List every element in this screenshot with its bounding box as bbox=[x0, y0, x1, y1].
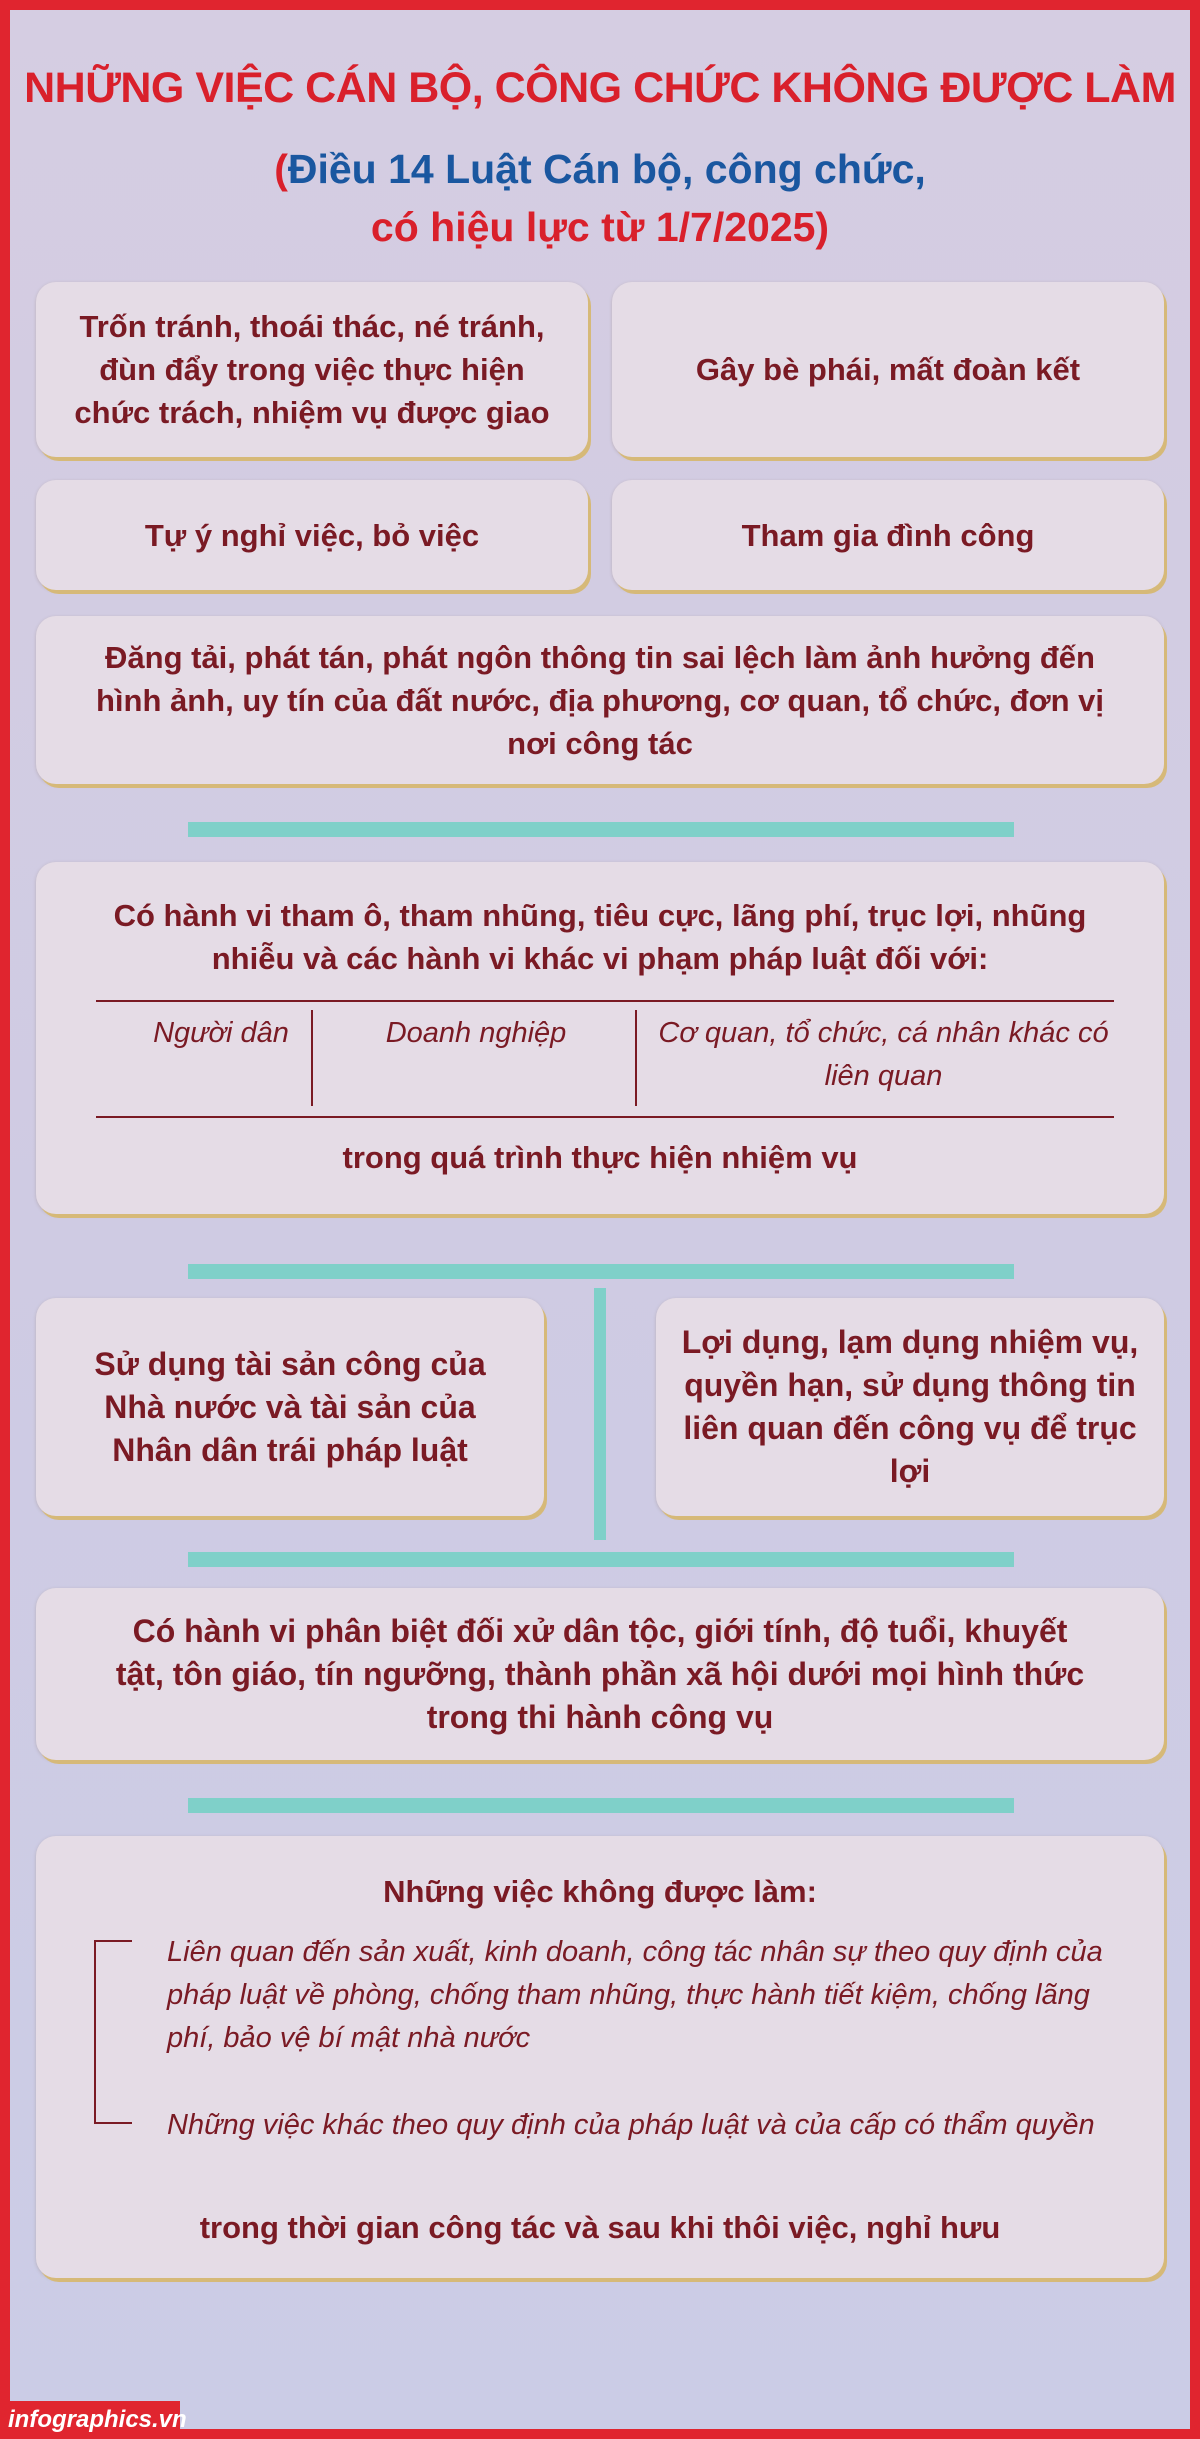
box-faction-text: Gây bè phái, mất đoàn kết bbox=[695, 352, 1081, 387]
forbidden-item-1: Liên quan đến sản xuất, kinh doanh, công tác nhân sự theo quy định của pháp luật về phòng, chống tham nhũng, thực hành tiết kiệm, chống lãng phí, bảo vệ bí mật nhà nước bbox=[167, 1936, 1103, 2054]
page-title: NHỮNG VIỆC CÁN BỘ, CÔNG CHỨC KHÔNG ĐƯỢC LÀM bbox=[24, 64, 1176, 112]
box-discrimination bbox=[36, 1588, 1164, 1760]
subtitle-line-1 bbox=[0, 140, 1200, 198]
divider-bottom bbox=[96, 1116, 1114, 1118]
divider-col-2 bbox=[635, 1010, 637, 1106]
target-citizens: Người dân bbox=[153, 1017, 289, 1049]
target-businesses: Doanh nghiệp bbox=[385, 1017, 567, 1049]
box-misinformation-text: Đăng tải, phát tán, phát ngôn thông tin sai lệch làm ảnh hưởng đến hình ảnh, uy tín của đất nước, địa phương, cơ quan, tổ chức, đơn vị nơi công tác bbox=[95, 639, 1105, 761]
box-strike bbox=[612, 480, 1164, 590]
box-discrimination-text: Có hành vi phân biệt đối xử dân tộc, giới tính, độ tuổi, khuyết tật, tôn giáo, tín ngưỡng, thành phần xã hội dưới mọi hình thức trong thi hành công vụ bbox=[115, 1612, 1085, 1735]
connector-bar bbox=[188, 1798, 1014, 1813]
box-public-assets bbox=[36, 1298, 544, 1516]
footer-brand[interactable]: infographics.vn bbox=[0, 2401, 180, 2439]
box-strike-text: Tham gia đình công bbox=[741, 517, 1035, 553]
box-corruption bbox=[36, 862, 1164, 1214]
subtitle bbox=[0, 140, 1200, 256]
box-abuse-power bbox=[656, 1298, 1164, 1516]
connector-bar bbox=[188, 1264, 1014, 1279]
box-faction bbox=[612, 282, 1164, 457]
subtitle-open-paren: ( bbox=[274, 146, 288, 192]
connector-bar bbox=[188, 1552, 1014, 1567]
forbidden-heading: Những việc không được làm: bbox=[383, 1874, 817, 1909]
connector-bar bbox=[188, 822, 1014, 837]
connector-vertical bbox=[594, 1288, 606, 1540]
divider-top bbox=[96, 1000, 1114, 1002]
forbidden-conclusion: trong thời gian công tác và sau khi thôi việc, nghỉ hưu bbox=[199, 2210, 1001, 2245]
box-quit-job bbox=[36, 480, 588, 590]
forbidden-bracket bbox=[94, 1940, 132, 2124]
corruption-conclusion: trong quá trình thực hiện nhiệm vụ bbox=[342, 1140, 858, 1175]
box-forbidden bbox=[36, 1836, 1164, 2278]
subtitle-close-paren: ) bbox=[815, 204, 830, 250]
target-organizations: Cơ quan, tổ chức, cá nhân khác có liên quan bbox=[658, 1017, 1109, 1092]
subtitle-line-2 bbox=[0, 198, 1200, 256]
corruption-intro: Có hành vi tham ô, tham nhũng, tiêu cực, lãng phí, trục lợi, nhũng nhiễu và các hành vi khác vi phạm pháp luật đối với: bbox=[113, 898, 1087, 976]
divider-col-1 bbox=[311, 1010, 313, 1106]
box-misinformation bbox=[36, 616, 1164, 784]
box-quit-job-text: Tự ý nghỉ việc, bỏ việc bbox=[144, 517, 480, 553]
box-evade-duty-text: Trốn tránh, thoái thác, né tránh, đùn đẩy trong việc thực hiện chức trách, nhiệm vụ được giao bbox=[74, 309, 550, 430]
subtitle-law-reference: Điều 14 Luật Cán bộ, công chức, bbox=[287, 146, 926, 192]
box-evade-duty bbox=[36, 282, 588, 457]
subtitle-effective-date: có hiệu lực từ 1/7/2025 bbox=[370, 204, 816, 250]
box-public-assets-text: Sử dụng tài sản công của Nhà nước và tài sản của Nhân dân trái pháp luật bbox=[94, 1345, 486, 1468]
forbidden-item-2: Những việc khác theo quy định của pháp luật và của cấp có thẩm quyền bbox=[167, 2109, 1095, 2141]
box-abuse-power-text: Lợi dụng, lạm dụng nhiệm vụ, quyền hạn, sử dụng thông tin liên quan đến công vụ để trục lợi bbox=[681, 1324, 1139, 1489]
